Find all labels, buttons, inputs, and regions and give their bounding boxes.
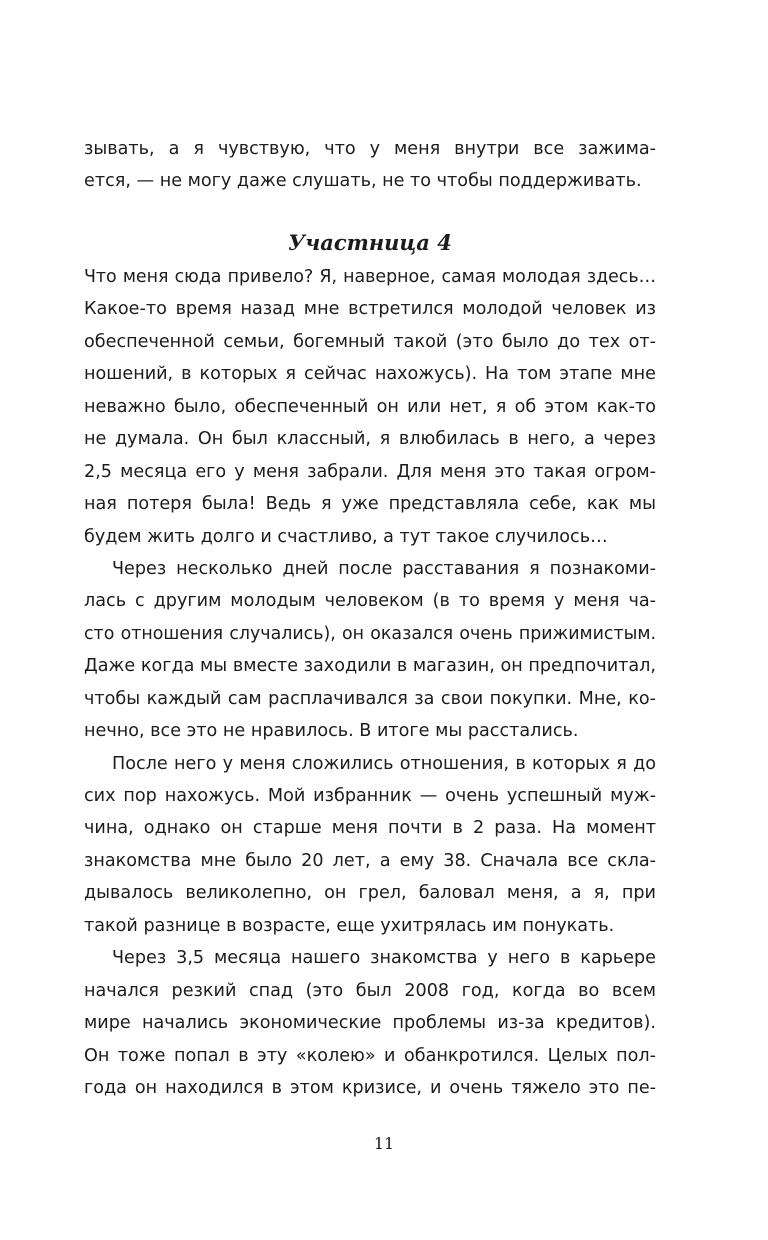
body-text bbox=[84, 261, 656, 1104]
text-line: зывать, а я чувствую, что у меня внутри все зажима- bbox=[84, 139, 656, 159]
page-number: 11 bbox=[373, 1134, 395, 1153]
text-line: Какое-то время назад мне встретился молодой человек из bbox=[84, 299, 656, 320]
intro-paragraph bbox=[84, 133, 656, 198]
text-line: Даже когда мы вместе заходили в магазин, он предпочитал, bbox=[84, 656, 656, 677]
text-line: не думала. Он был классный, я влюбилась в него, а через bbox=[84, 429, 656, 450]
text-line: мире начались экономические проблемы из-за кредитов). bbox=[84, 1013, 656, 1034]
text-line: ная потеря была! Ведь я уже представляла себе, как мы bbox=[84, 494, 656, 515]
text-line: начался резкий спад (это был 2008 год, когда во всем bbox=[84, 980, 656, 1001]
text-line: чина, однако он старше меня почти в 2 раза. На момент bbox=[84, 818, 656, 839]
text-line: сих пор нахожусь. Мой избранник — очень успешный муж- bbox=[84, 786, 656, 806]
text-line: обеспеченной семьи, богемный такой (это было до тех от- bbox=[84, 331, 656, 352]
text-line: ношений, в которых я сейчас нахожусь). На том этапе мне bbox=[84, 364, 656, 385]
text-line: дывалось великолепно, он грел, баловал меня, а я, при bbox=[84, 883, 656, 904]
text-line: Что меня сюда привело? Я, наверное, самая молодая здесь… bbox=[84, 267, 656, 287]
text-line: нечно, все это не нравилось. В итоге мы расстались. bbox=[84, 721, 579, 742]
text-line: Он тоже попал в эту «колею» и обанкротился. Целых пол- bbox=[84, 1045, 656, 1066]
text-line: неважно было, обеспеченный он или нет, я об этом как-то bbox=[84, 396, 656, 417]
text-line: 2,5 месяца его у меня забрали. Для меня это такая огром- bbox=[84, 461, 656, 482]
text-line: Через несколько дней после расставания я познакоми- bbox=[112, 558, 656, 579]
text-line: Через 3,5 месяца нашего знакомства у него в карьере bbox=[112, 948, 656, 969]
text-line: ется, — не могу даже слушать, не то чтобы поддерживать. bbox=[84, 171, 642, 192]
text-line: будем жить долго и счастливо, а тут такое случилось… bbox=[84, 526, 608, 547]
text-line: года он находился в этом кризисе, и очень тяжело это пе- bbox=[84, 1077, 656, 1098]
text-line: знакомства мне было 20 лет, а ему 38. Сначала все скла- bbox=[84, 850, 656, 871]
text-line: сто отношения случались), он оказался очень прижимистым. bbox=[84, 623, 656, 644]
text-line: лась с другим молодым человеком (в то время у меня ча- bbox=[84, 591, 656, 612]
text-line: такой разнице в возрасте, еще ухитрялась им понукать. bbox=[84, 915, 615, 936]
text-line: чтобы каждый сам расплачивался за свои покупки. Мне, ко- bbox=[84, 688, 656, 709]
section-heading: Участница 4 bbox=[288, 230, 452, 255]
text-line: После него у меня сложились отношения, в которых я до bbox=[112, 753, 656, 774]
